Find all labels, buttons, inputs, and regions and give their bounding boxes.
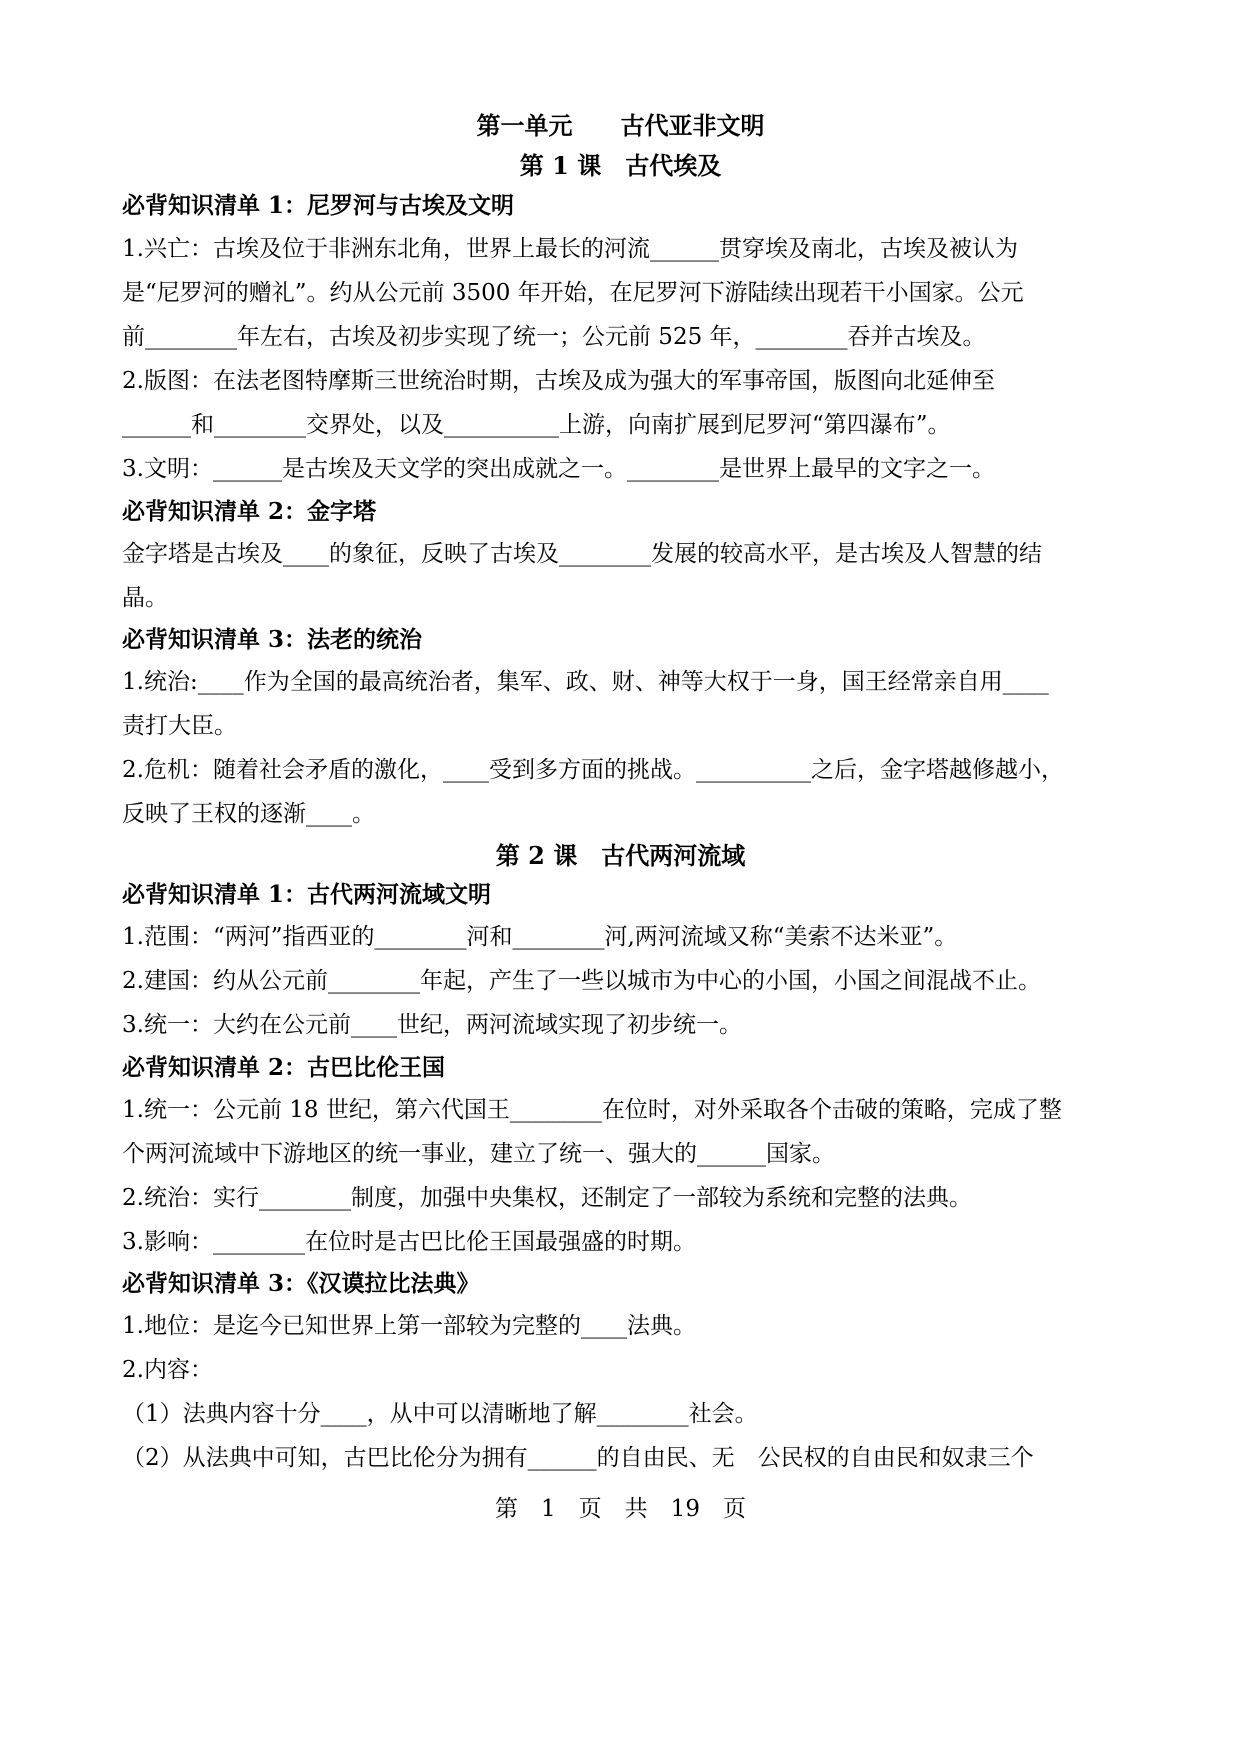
section-heading: 必背知识清单 2：金字塔 <box>122 498 377 525</box>
unit-title: 第一单元 古代亚非文明 <box>476 111 765 140</box>
paragraph-line: 3.影响：________在位时是古巴比伦王国最强盛的时期。 <box>122 1229 696 1255</box>
paragraph-line: 1.地位：是迄今已知世界上第一部较为完整的____法典。 <box>122 1313 696 1339</box>
paragraph-line: 是“尼罗河的赠礼”。约从公元前 3500 年开始，在尼罗河下游陆续出现若干小国家。公元 <box>122 280 1024 306</box>
paragraph-line: ______和________交界处，以及__________上游，向南扩展到尼罗河“第四瀑布”。 <box>122 412 951 438</box>
paragraph-line: 1.兴亡：古埃及位于非洲东北角，世界上最长的河流______贯穿埃及南北，古埃及被认为 <box>122 236 1018 262</box>
section-heading: 必背知识清单 1：尼罗河与古埃及文明 <box>122 192 515 219</box>
section-heading: 必背知识清单 1：古代两河流域文明 <box>122 881 492 908</box>
paragraph-line: 2.内容： <box>122 1357 213 1383</box>
paragraph-line: 2.版图：在法老图特摩斯三世统治时期，古埃及成为强大的军事帝国，版图向北延伸至 <box>122 368 995 394</box>
section-heading: 必背知识清单 2：古巴比伦王国 <box>122 1054 446 1081</box>
paragraph-line: 金字塔是古埃及____的象征，反映了古埃及________发展的较高水平，是古埃及人智慧的结 <box>122 541 1042 567</box>
paragraph-line: 个两河流域中下游地区的统一事业，建立了统一、强大的______国家。 <box>122 1141 835 1167</box>
paragraph-line: 2.统治：实行________制度，加强中央集权，还制定了一部较为系统和完整的法典。 <box>122 1185 972 1211</box>
paragraph-line: 3.文明：______是古埃及天文学的突出成就之一。________是世界上最早的文字之一。 <box>122 456 995 482</box>
paragraph-line: 责打大臣。 <box>122 713 237 739</box>
paragraph-line: （1）法典内容十分____，从中可以清晰地了解________社会。 <box>122 1401 758 1427</box>
paragraph-line: 晶。 <box>122 585 168 611</box>
page-footer: 第 1 页 共 19 页 <box>495 1496 746 1522</box>
paragraph-line: 1.范围：“两河”指西亚的________河和________河,两河流域又称“美索不达米亚”。 <box>122 924 958 950</box>
paragraph-line: 2.建国：约从公元前________年起，产生了一些以城市为中心的小国，小国之间混战不止。 <box>122 968 1041 994</box>
paragraph-line: 1.统治:____作为全国的最高统治者，集军、政、财、神等大权于一身，国王经常亲自用____ <box>122 669 1049 695</box>
lesson-1-title: 第 1 课 古代埃及 <box>519 151 722 180</box>
paragraph-line: 1.统一：公元前 18 世纪，第六代国王________在位时，对外采取各个击破的策略，完成了整 <box>122 1097 1062 1123</box>
paragraph-line: 反映了王权的逐渐____。 <box>122 801 375 827</box>
paragraph-line: （2）从法典中可知，古巴比伦分为拥有______的自由民、无 公民权的自由民和奴隶三个 <box>122 1445 1034 1471</box>
paragraph-line: 2.危机：随着社会矛盾的激化，____受到多方面的挑战。__________之后，金字塔越修越小， <box>122 757 1064 783</box>
paragraph-line: 前________年左右，古埃及初步实现了统一；公元前 525 年，________吞并古埃及。 <box>122 324 986 350</box>
section-heading: 必背知识清单 3：法老的统治 <box>122 626 423 653</box>
paragraph-line: 3.统一：大约在公元前____世纪，两河流域实现了初步统一。 <box>122 1012 742 1038</box>
lesson-2-title: 第 2 课 古代两河流域 <box>495 841 746 870</box>
section-heading: 必背知识清单 3：《汉谟拉比法典》 <box>122 1270 480 1297</box>
